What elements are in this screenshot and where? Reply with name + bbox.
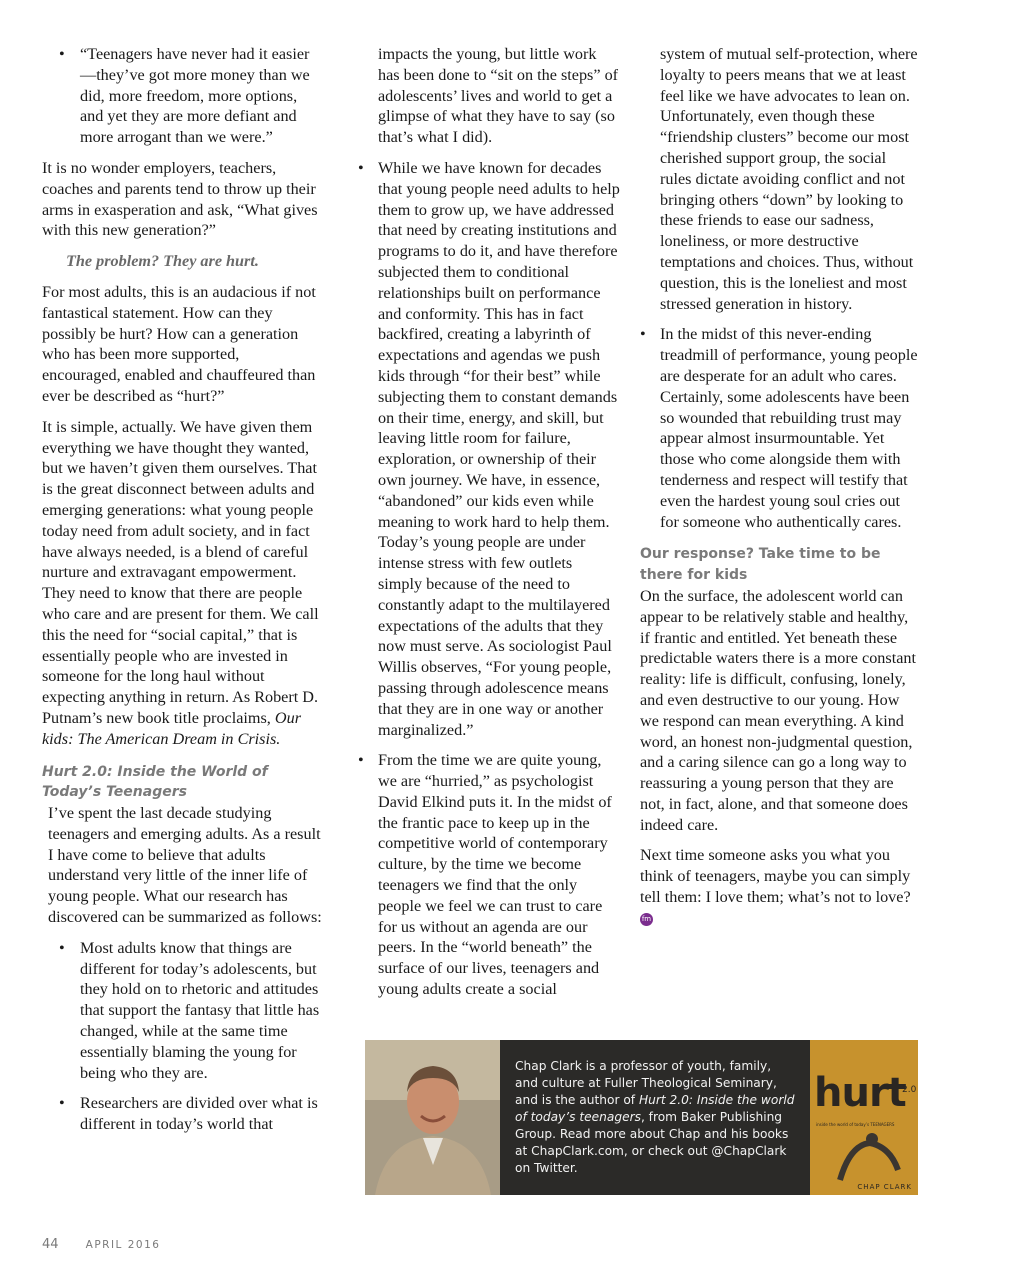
book-title: Our kids: The American Dream in Crisis.	[42, 708, 301, 748]
paragraph: For most adults, this is an audacious if not fantastical statement. How can they possibly be hurt? How can a generation who has been more supported, encouraged, enabled and chauffeured than ever be described as “hurt?”	[42, 282, 316, 405]
bio-text: Chap Clark is a professor of youth, family, and culture at Fuller Theological Seminary, and is the author of	[515, 1059, 777, 1107]
pull-quote: The problem? They are hurt.	[66, 252, 259, 271]
author-photo	[365, 1040, 500, 1195]
author-bio-box	[365, 1040, 918, 1195]
article-column-3	[640, 44, 920, 939]
article-column-2	[358, 44, 620, 1010]
bullet-list	[42, 938, 322, 1135]
section-heading: Hurt 2.0: Inside the World of Today’s Teenagers	[42, 763, 268, 801]
bio-book-title: Hurt 2.0: Inside the world of today’s teenagers	[515, 1093, 795, 1124]
list-item: • Researchers are divided over what is different in today’s world that	[42, 1093, 322, 1135]
book-cover-author: CHAP CLARK	[857, 1183, 912, 1191]
list-item-continued: system of mutual self-protection, where loyalty to peers means that we at least feel like we have advocates to lean on. Unfortunately, even though these “friendship clusters” become our most cherished support group, the social rules dictate avoiding conflict and not bringing others “down” by looking to these friends to ease our sadness, loneliness, or more destructive temptations and choices. Thus, without question, this is the loneliest and most stressed generation in history.	[660, 45, 918, 313]
author-bio	[515, 1058, 795, 1177]
paragraph: On the surface, the adolescent world can appear to be relatively stable and healthy, if frantic and entitled. Yet beneath these predictable waters there is a more constant reality: life is difficult, confusing, lonely, and even destructive to our young. How we respond can mean everything. A kind word, an honest non-judgmental question, and a caring silence can go a long way to reassuring a young person that they are not, in fact, alone, and that someone does indeed care.	[640, 586, 916, 834]
paragraph-text: It is simple, actually. We have given them everything we have thought they wanted, but we haven’t given them ourselves. That is the great disconnect between adults and emerging generations: what young people today need from adult society, and in fact have always needed, is a blend of careful nurture and extravagant empowerment. They need to know that there are people who care and are present for them. We call this the need for “social capital,” that is essentially people who are invested in someone for the long haul without expecting anything in return. As Robert D. Putnam’s new book title proclaims,	[42, 417, 319, 727]
bullet-list	[42, 44, 322, 148]
list-item: • In the midst of this never-ending treadmill of performance, young people are desperate for an adult who cares. Certainly, some adolescents have been so wounded that rebuilding trust may appear almost insurmountable. Yet those who come alongside them with tenderness and respect will testify that even the hardest young soul cries out for someone who authentically cares.	[640, 324, 920, 532]
closing-text: Next time someone asks you what you think of teenagers, maybe you can simply tell them: I love them; what’s not to love?	[640, 846, 911, 907]
book-cover	[810, 1040, 918, 1195]
book-cover-figure	[810, 1125, 918, 1185]
paragraph: I’ve spent the last decade studying teenagers and emerging adults. As a result I have come to believe that adults understand very little of the inner life of young people. What our research has discovered can be summarized as follows:	[48, 804, 322, 927]
book-cover-version: 2.0	[902, 1085, 917, 1095]
paragraph	[640, 845, 920, 928]
page-number: 44	[42, 1237, 59, 1252]
bullet-list	[358, 158, 620, 1000]
paragraph: It is no wonder employers, teachers, coaches and parents tend to throw up their arms in exasperation and ask, “What gives with this new generation?”	[42, 158, 318, 240]
list-item: • “Teenagers have never had it easier—they’ve got more money than we did, more freedom, more options, and yet they are more defiant and more arrogant than we were.”	[42, 44, 322, 148]
list-item: • Most adults know that things are different for today’s adolescents, but they hold on to rhetoric and attitudes that support the fantasy that little has changed, while at the same time essentially blaming the young for being who they are.	[42, 938, 322, 1084]
paragraph	[42, 417, 322, 750]
author-portrait-image	[365, 1040, 500, 1195]
list-item: • While we have known for decades that young people need adults to help them to grow up, we have addressed that need by creating institutions and programs to do it, and have therefore subjected them to conditional relationships built on performance and conformity. This has in fact backfired, creating a labyrinth of expectations and agendas we push kids through “for their best” while subjecting them to constant demands on their time, energy, and skill, but leaving little room for failure, exploration, or ownership of their own journey. We have, in essence, “abandoned” our kids even while meaning to work hard to help them. Today’s young people are under intense stress with few outlets simply because of the need to constantly adapt to the multilayered expectations of the adults that they now must serve. As sociologist Paul Willis observes, “For young people, passing through adolescence means that they are in one way or another marginalized.”	[358, 158, 620, 740]
bio-text: , from Baker Publishing Group. Read more about Chap and his books at ChapClark.com, or check out @ChapClark on Twitter.	[515, 1110, 789, 1175]
issue-date: APRIL 2016	[85, 1239, 161, 1251]
article-column-1	[42, 44, 322, 1145]
bullet-list	[640, 324, 920, 532]
list-item-continued: impacts the young, but little work has been done to “sit on the steps” of adolescents’ lives and world to get a glimpse of what they have to say (so that’s what I did).	[378, 45, 619, 147]
list-item: • From the time we are quite young, we are “hurried,” as psychologist David Elkind puts it. In the midst of the frantic pace to keep up in the competitive world of contemporary culture, by the time we become teenagers we find that the only people we feel we can trust to care for us without an agenda are our peers. In the “world beneath” the surface of our lives, teenagers and young adults create a social	[358, 750, 620, 1000]
end-mark-icon: fm	[640, 913, 653, 926]
page-footer	[42, 1233, 160, 1252]
section-heading: Our response? Take time to be there for kids	[640, 546, 881, 584]
book-cover-title: hurt	[814, 1070, 906, 1116]
book-cover-subtitle: inside the world of today’s TEENAGERS	[816, 1122, 895, 1127]
